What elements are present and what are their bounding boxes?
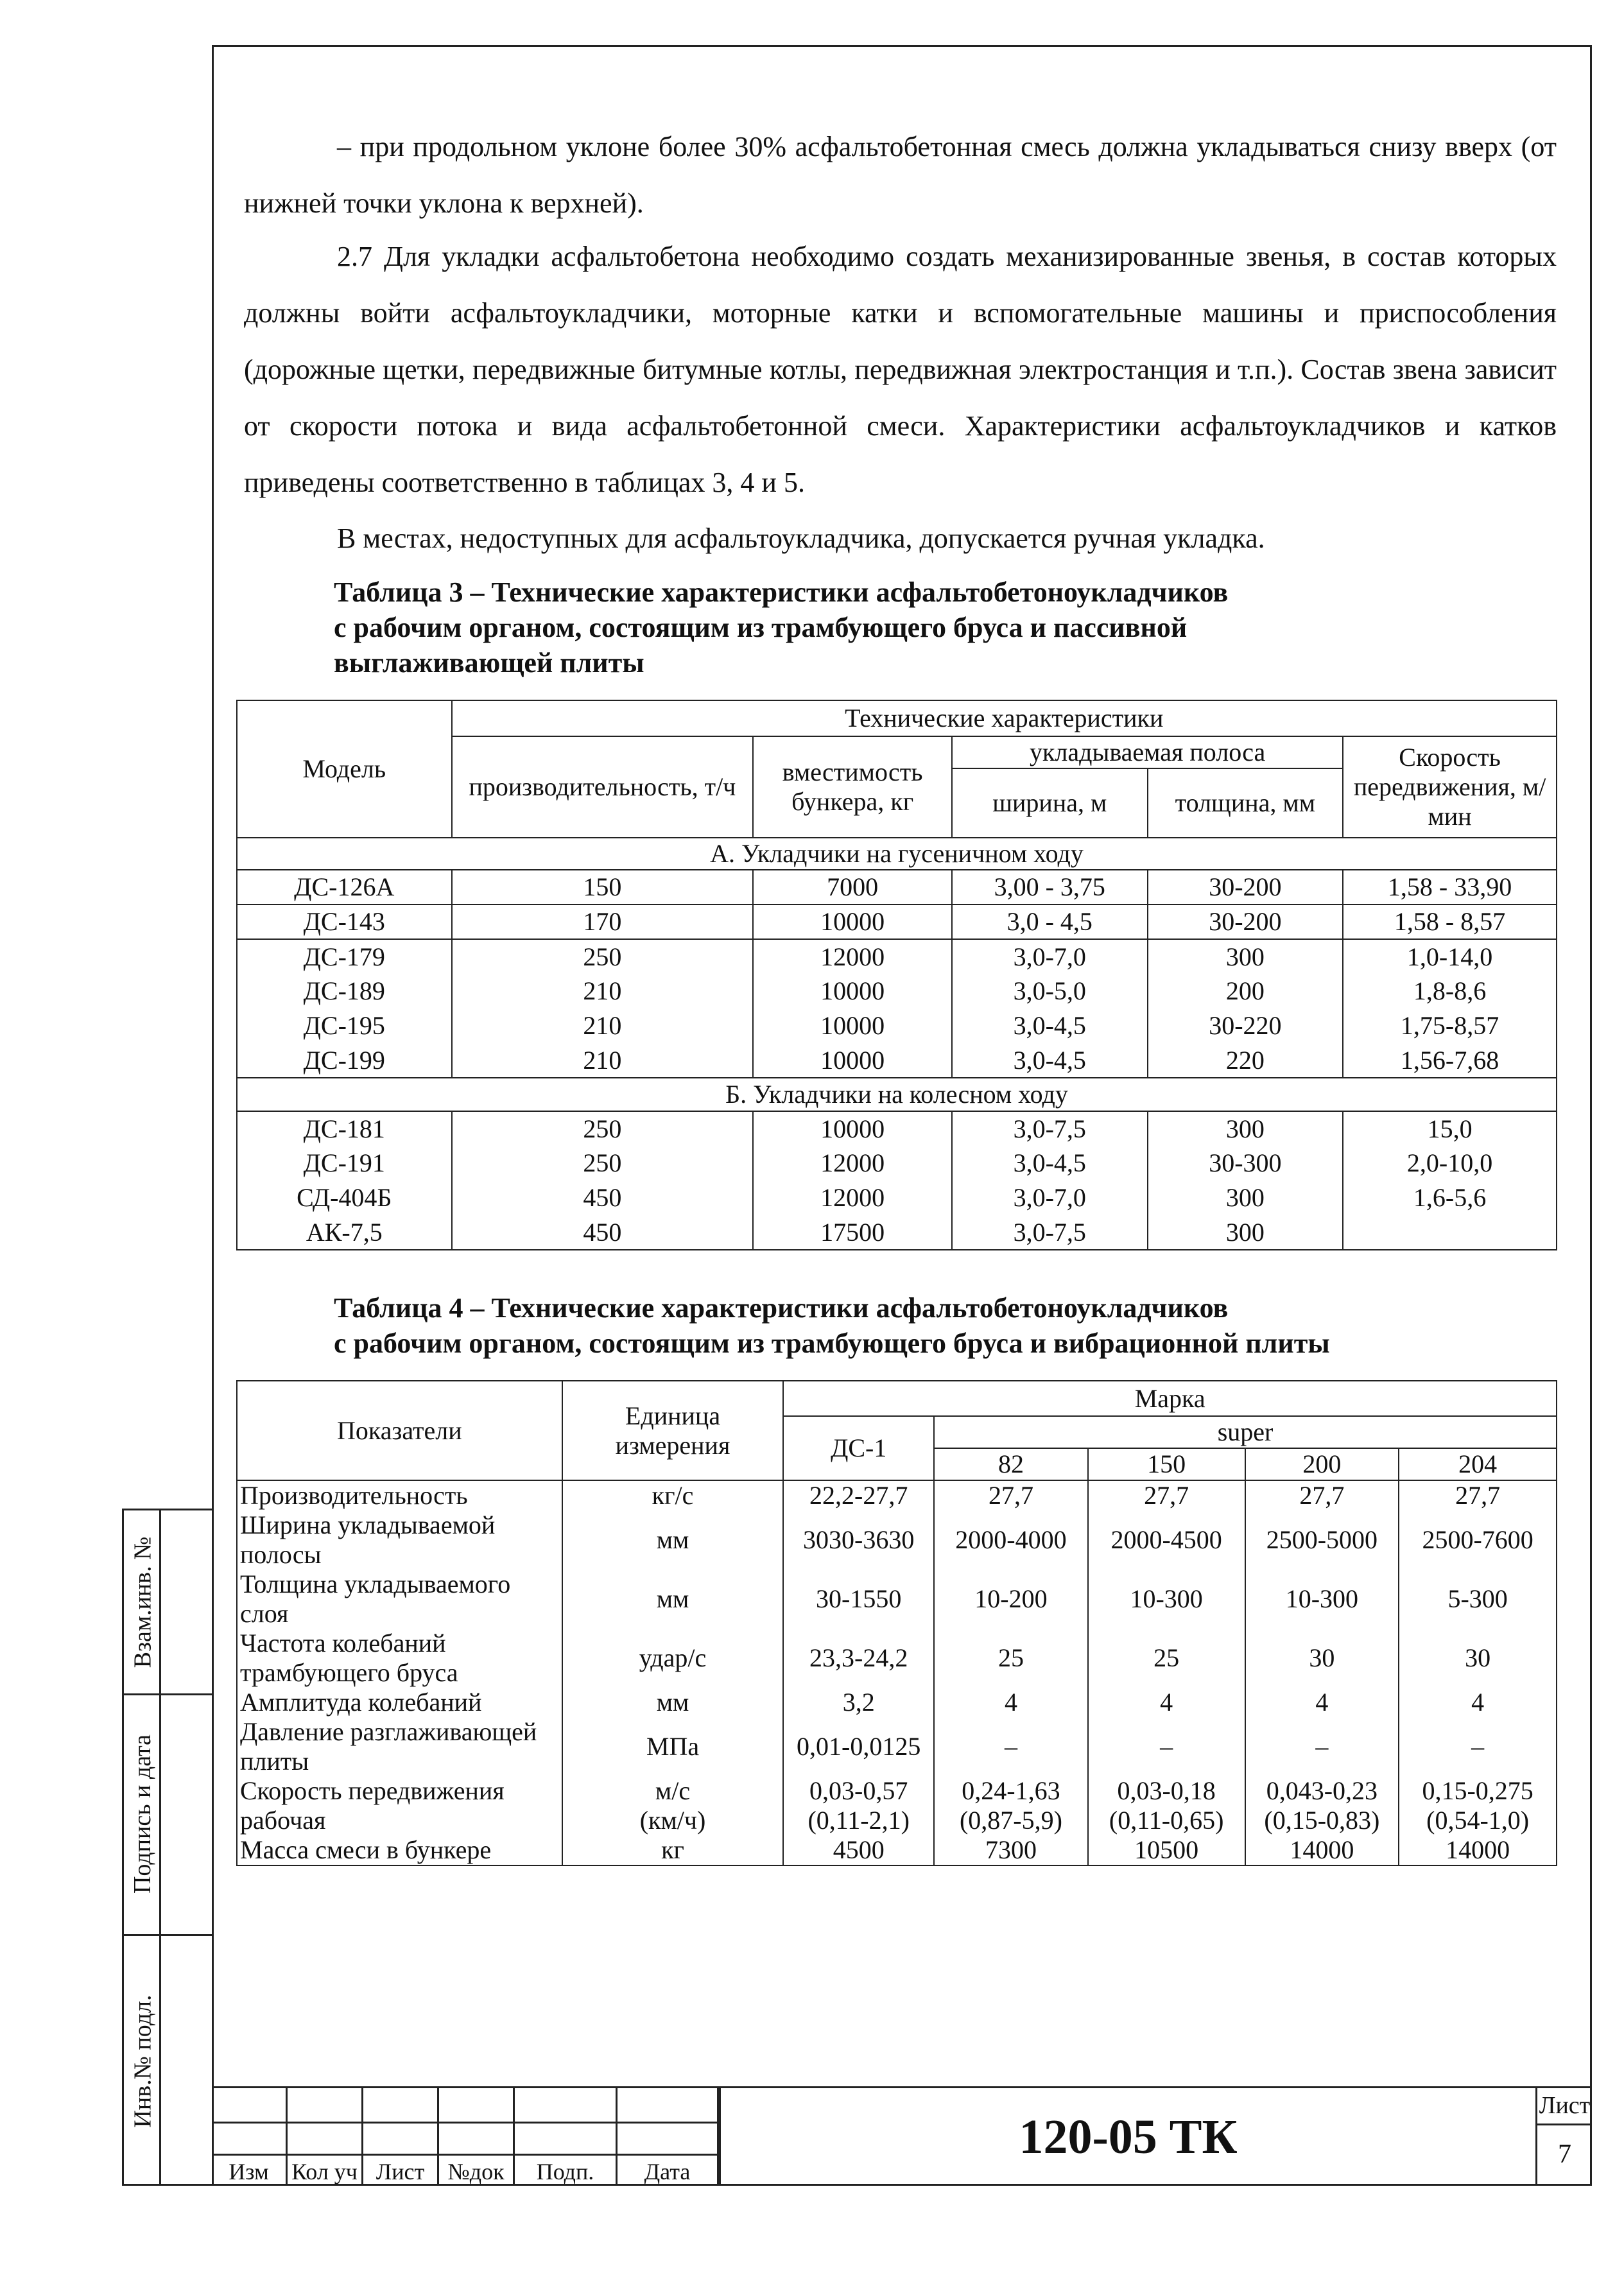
table-cell: 23,3-24,2 <box>783 1629 934 1688</box>
title-block-col-label: Кол уч <box>288 2154 363 2186</box>
title-block-cell <box>288 2086 363 2122</box>
unit-cell <box>562 1776 784 1835</box>
t3-header-capacity: вместимость бункера, кг <box>753 736 952 838</box>
table-cell: 17500 <box>753 1215 952 1250</box>
table-cell: 10000 <box>753 974 952 1008</box>
table-cell: 3,0-7,5 <box>952 1215 1148 1250</box>
table-cell: – <box>1245 1717 1399 1776</box>
table-cell: 4 <box>934 1688 1088 1717</box>
table-cell: 3,0-7,0 <box>952 939 1148 974</box>
unit-cell: мм <box>562 1510 784 1570</box>
title-block-cell <box>618 2122 719 2154</box>
sheet-label: Лист <box>1537 2088 1592 2125</box>
cell-value: 0,03-0,18 <box>1117 1776 1216 1805</box>
t3-section-b: Б. Укладчики на колесном ходу <box>237 1078 1557 1111</box>
title-block-cell <box>515 2086 618 2122</box>
table-cell <box>1343 1215 1557 1250</box>
table-row <box>237 1510 1557 1570</box>
table-row <box>237 1181 1557 1215</box>
table-cell: 27,7 <box>1245 1480 1399 1510</box>
table-row <box>237 1008 1557 1043</box>
table-cell <box>1399 1776 1557 1835</box>
table-cell <box>1245 1776 1399 1835</box>
table-cell: 450 <box>452 1181 754 1215</box>
table-cell: 10500 <box>1088 1835 1245 1865</box>
t4-header-82: 82 <box>934 1448 1088 1480</box>
table-cell: 2,0-10,0 <box>1343 1146 1557 1181</box>
table-row <box>237 939 1557 974</box>
table-cell: 5-300 <box>1399 1570 1557 1629</box>
table-cell: 10000 <box>753 1008 952 1043</box>
table-cell: 10000 <box>753 904 952 939</box>
indicator-name: Амплитуда колебаний <box>237 1688 562 1717</box>
table-row <box>237 904 1557 939</box>
table-cell: 300 <box>1148 1181 1343 1215</box>
table-cell: 250 <box>452 939 754 974</box>
table-cell: 250 <box>452 1111 754 1146</box>
indicator-name: Масса смеси в бункере <box>237 1835 562 1865</box>
table-cell: 210 <box>452 1043 754 1078</box>
t3-header-strip: укладываемая полоса <box>952 736 1343 768</box>
table-cell: 2500-5000 <box>1245 1510 1399 1570</box>
table-cell: 15,0 <box>1343 1111 1557 1146</box>
t4-header-brand: Марка <box>783 1381 1557 1416</box>
cell-value-alt: (0,11-2,1) <box>808 1806 910 1835</box>
table-cell: 300 <box>1148 1111 1343 1146</box>
t3-header-model: Модель <box>237 700 452 838</box>
binding-strip <box>122 1509 212 2186</box>
table-row <box>237 1111 1557 1146</box>
table-cell: – <box>1088 1717 1245 1776</box>
table-cell: 14000 <box>1245 1835 1399 1865</box>
indicator-name: Толщина укладываемого слоя <box>237 1570 562 1629</box>
indicator-name: Частота колебаний трамбующего бруса <box>237 1629 562 1688</box>
table-row <box>237 974 1557 1008</box>
table-cell: 210 <box>452 1008 754 1043</box>
table-cell: 14000 <box>1399 1835 1557 1865</box>
table-cell: 3,0-7,0 <box>952 1181 1148 1215</box>
table-cell: 25 <box>934 1629 1088 1688</box>
table-cell <box>783 1776 934 1835</box>
title-block-col-label: №док <box>439 2154 515 2186</box>
table-cell: 450 <box>452 1215 754 1250</box>
sheet-box <box>1535 2086 1592 2186</box>
t3-section-a: А. Укладчики на гусеничном ходу <box>237 838 1557 870</box>
paragraph-2-7: 2.7 Для укладки асфальтобетона необходимо создать механизированные звенья, в состав которых должны войти асфальтоукладчики, моторные катки и вспомогательные машины и приспособления (дорожные щетки, передвижные битумные котлы, передвижная электростанция и т.п.). Состав звена зависит от скорости потока и вида асфальтобетонной смеси. Характеристики асфальтоукладчиков и катков приведены соответственно в таблицах 3, 4 и 5. <box>244 241 1557 498</box>
table-row <box>237 1043 1557 1078</box>
table-cell: 10-300 <box>1088 1570 1245 1629</box>
indicator-name: Скорость передвижения рабочая <box>237 1776 562 1835</box>
table-cell: 1,6-5,6 <box>1343 1181 1557 1215</box>
cell-value: 0,24-1,63 <box>962 1776 1060 1805</box>
indicator-name: Ширина укладываемой полосы <box>237 1510 562 1570</box>
table-cell: ДС-179 <box>237 939 452 974</box>
unit-cell: кг <box>562 1835 784 1865</box>
title-block-col-label: Дата <box>618 2154 719 2186</box>
table-cell: 30 <box>1245 1629 1399 1688</box>
table-row <box>237 1629 1557 1688</box>
table-row <box>237 1215 1557 1250</box>
title-block-col-label: Изм <box>212 2154 288 2186</box>
cell-value: 0,03-0,57 <box>809 1776 908 1805</box>
table-cell: 10-300 <box>1245 1570 1399 1629</box>
table-cell: 3,0-5,0 <box>952 974 1148 1008</box>
table-cell: 3030-3630 <box>783 1510 934 1570</box>
table-row <box>237 1717 1557 1776</box>
paragraph-manual: В местах, недоступных для асфальтоукладчика, допускается ручная укладка. <box>337 523 1265 554</box>
table-cell: 4 <box>1088 1688 1245 1717</box>
table-cell: 4 <box>1399 1688 1557 1717</box>
table-cell: 3,0 - 4,5 <box>952 904 1148 939</box>
title-block-cell <box>363 2122 439 2154</box>
table-cell: 300 <box>1148 939 1343 974</box>
unit-cell: мм <box>562 1570 784 1629</box>
cell-value-alt: (0,54-1,0) <box>1426 1806 1530 1835</box>
table-cell: 300 <box>1148 1215 1343 1250</box>
table-cell: 210 <box>452 974 754 1008</box>
table-cell: ДС-189 <box>237 974 452 1008</box>
table-cell: ДС-195 <box>237 1008 452 1043</box>
indicator-name: Производительность <box>237 1480 562 1510</box>
table-cell: 1,0-14,0 <box>1343 939 1557 974</box>
title-block-cell <box>515 2122 618 2154</box>
t4-header-super: super <box>934 1416 1557 1448</box>
table-cell: 250 <box>452 1146 754 1181</box>
table-cell: ДС-181 <box>237 1111 452 1146</box>
table-cell: 27,7 <box>1399 1480 1557 1510</box>
table-cell: 0,01-0,0125 <box>783 1717 934 1776</box>
table-row <box>237 1570 1557 1629</box>
table-cell: СД-404Б <box>237 1181 452 1215</box>
table-cell: 27,7 <box>934 1480 1088 1510</box>
table-cell: – <box>934 1717 1088 1776</box>
table3-caption: Таблица 3 – Технические характеристики асфальтобетоноукладчиков с рабочим органом, состоящим из трамбующего бруса и пассивной выглаживающей плиты <box>334 576 1229 679</box>
title-block-col-label: Лист <box>363 2154 439 2186</box>
table-cell: 30-1550 <box>783 1570 934 1629</box>
table-cell: 2000-4500 <box>1088 1510 1245 1570</box>
t3-header-thickness: толщина, мм <box>1148 768 1343 838</box>
unit-cell: удар/с <box>562 1629 784 1688</box>
title-block-cell <box>439 2122 515 2154</box>
unit-cell: мм <box>562 1688 784 1717</box>
table-row <box>237 870 1557 904</box>
indicator-name: Давление разглаживающей плиты <box>237 1717 562 1776</box>
table-cell: ДС-143 <box>237 904 452 939</box>
table-cell: 2500-7600 <box>1399 1510 1557 1570</box>
cell-value-alt: (0,11-0,65) <box>1109 1806 1224 1835</box>
table-cell: ДС-191 <box>237 1146 452 1181</box>
document-code: 120-05 ТК <box>719 2086 1535 2186</box>
table-cell: 25 <box>1088 1629 1245 1688</box>
table-cell: 1,56-7,68 <box>1343 1043 1557 1078</box>
table-cell: 7000 <box>753 870 952 904</box>
table-cell: 30-220 <box>1148 1008 1343 1043</box>
table3 <box>236 700 1557 1250</box>
side-label-vzam: Взам.инв. № <box>129 1536 157 1668</box>
table-cell: 12000 <box>753 1146 952 1181</box>
t4-header-ds1: ДС-1 <box>783 1416 934 1480</box>
t4-header-indicators: Показатели <box>237 1381 562 1480</box>
t3-header-width: ширина, м <box>952 768 1148 838</box>
table-cell: 3,00 - 3,75 <box>952 870 1148 904</box>
table-cell: ДС-126А <box>237 870 452 904</box>
title-block-cell <box>618 2086 719 2122</box>
sheet-number: 7 <box>1558 2140 1571 2169</box>
table-cell: 30 <box>1399 1629 1557 1688</box>
cell-value-alt: (0,87-5,9) <box>959 1806 1062 1835</box>
table-cell: 22,2-27,7 <box>783 1480 934 1510</box>
table-cell: 2000-4000 <box>934 1510 1088 1570</box>
table-cell: 1,8-8,6 <box>1343 974 1557 1008</box>
table-row <box>237 1480 1557 1510</box>
table-cell: 3,2 <box>783 1688 934 1717</box>
table-cell: 1,58 - 8,57 <box>1343 904 1557 939</box>
table4 <box>236 1380 1557 1866</box>
table-row <box>237 1776 1557 1835</box>
table-row <box>237 1146 1557 1181</box>
title-block-col-label: Подп. <box>515 2154 618 2186</box>
table-cell: 10000 <box>753 1111 952 1146</box>
table-cell: 3,0-7,5 <box>952 1111 1148 1146</box>
title-block-cell <box>288 2122 363 2154</box>
table-cell <box>934 1776 1088 1835</box>
cell-value: 0,15-0,275 <box>1422 1776 1533 1805</box>
table-cell: 7300 <box>934 1835 1088 1865</box>
table-cell: 3,0-4,5 <box>952 1008 1148 1043</box>
table-cell: 170 <box>452 904 754 939</box>
t4-header-150: 150 <box>1088 1448 1245 1480</box>
unit-cell: МПа <box>562 1717 784 1776</box>
table-cell: 30-300 <box>1148 1146 1343 1181</box>
t4-header-unit: Единица измерения <box>562 1381 784 1480</box>
table-cell: 27,7 <box>1088 1480 1245 1510</box>
table4-caption: Таблица 4 – Технические характеристики асфальтобетоноукладчиков с рабочим органом, состоящим из трамбующего бруса и вибрационной плиты <box>334 1292 1330 1359</box>
table-cell: – <box>1399 1717 1557 1776</box>
table-cell: 12000 <box>753 939 952 974</box>
table-cell: 30-200 <box>1148 870 1343 904</box>
cell-value-alt: (0,15-0,83) <box>1264 1806 1380 1835</box>
t4-header-204: 204 <box>1399 1448 1557 1480</box>
unit-cell: кг/с <box>562 1480 784 1510</box>
paragraph-slope: – при продольном уклоне более 30% асфальтобетонная смесь должна укладываться снизу вверх (от нижней точки уклона к верхней). <box>244 131 1557 219</box>
title-block-cell <box>212 2122 288 2154</box>
table-cell: 1,75-8,57 <box>1343 1008 1557 1043</box>
table-cell: 10-200 <box>934 1570 1088 1629</box>
table-cell: 200 <box>1148 974 1343 1008</box>
table-cell: 4 <box>1245 1688 1399 1717</box>
cell-value: 0,043-0,23 <box>1266 1776 1378 1805</box>
unit-value: м/с <box>655 1776 691 1805</box>
t3-header-productivity: производительность, т/ч <box>452 736 754 838</box>
table-row <box>237 1688 1557 1717</box>
table-cell: 12000 <box>753 1181 952 1215</box>
table-row <box>237 1835 1557 1865</box>
t4-header-200: 200 <box>1245 1448 1399 1480</box>
table-cell: 30-200 <box>1148 904 1343 939</box>
side-label-podpis: Подпись и дата <box>129 1734 157 1894</box>
table-cell: 3,0-4,5 <box>952 1043 1148 1078</box>
title-block <box>212 2086 1592 2186</box>
table-cell: 220 <box>1148 1043 1343 1078</box>
table-cell <box>1088 1776 1245 1835</box>
table-cell: 150 <box>452 870 754 904</box>
title-block-cell <box>439 2086 515 2122</box>
t3-header-speed: Скорость передвижения, м/мин <box>1343 736 1557 838</box>
title-block-cell <box>212 2086 288 2122</box>
table-cell: 10000 <box>753 1043 952 1078</box>
unit-value-alt: (км/ч) <box>639 1806 706 1835</box>
title-block-cell <box>363 2086 439 2122</box>
table-cell: 4500 <box>783 1835 934 1865</box>
table-cell: АК-7,5 <box>237 1215 452 1250</box>
side-label-inv: Инв.№ подл. <box>129 1994 157 2128</box>
table-cell: 3,0-4,5 <box>952 1146 1148 1181</box>
t3-header-tech: Технические характеристики <box>452 700 1557 736</box>
table-cell: ДС-199 <box>237 1043 452 1078</box>
table-cell: 1,58 - 33,90 <box>1343 870 1557 904</box>
